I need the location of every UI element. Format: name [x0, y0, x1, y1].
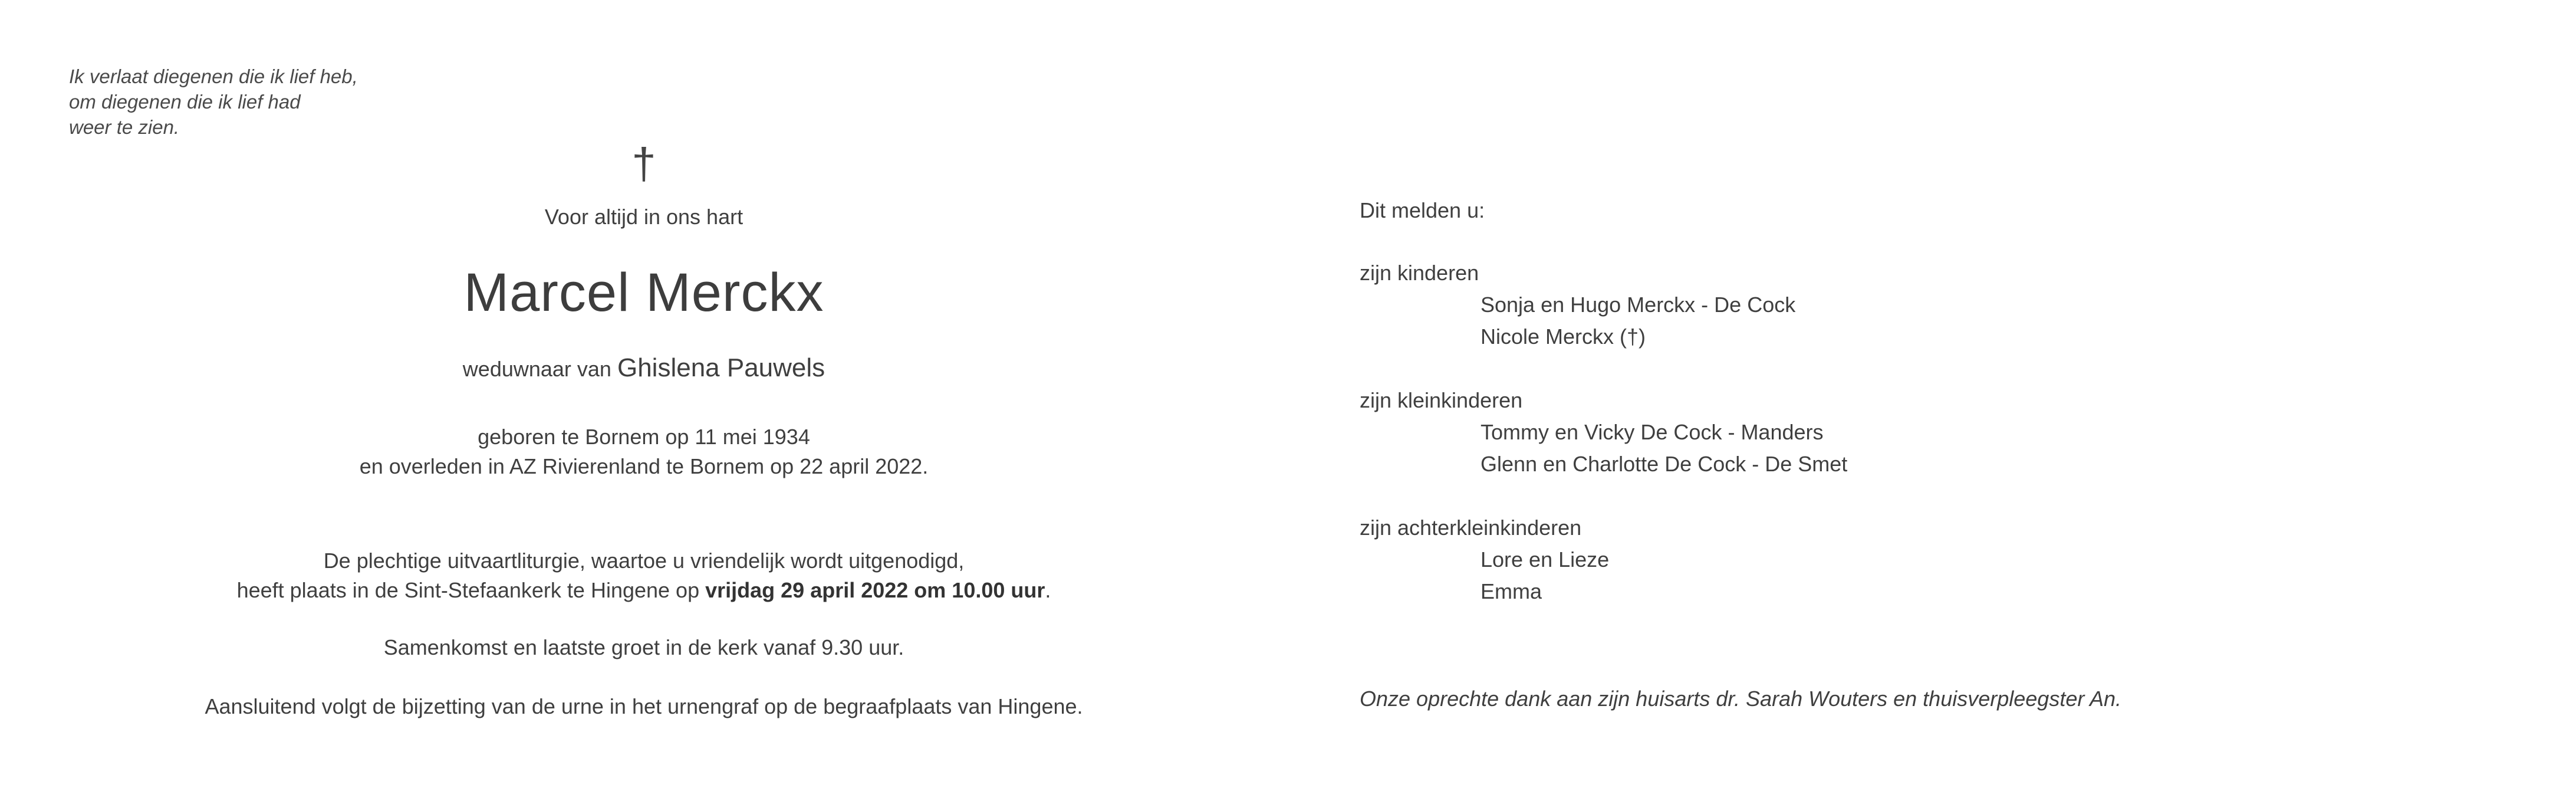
spouse-name: Ghislena Pauwels — [617, 353, 825, 382]
burial-info: Aansluitend volgt de bijzetting van de urne in het urnengraf op de begraafplaats van Hingene. — [205, 694, 1083, 718]
tagline: Voor altijd in ons hart — [544, 205, 743, 229]
family-group-label: zijn kinderen — [1360, 261, 1479, 285]
poem-line: weer te zien. — [69, 116, 180, 138]
ceremony-line-1: De plechtige uitvaartliturgie, waartoe u vriendelijk wordt uitgenodigd, — [323, 549, 965, 573]
widow-prefix: weduwnaar van — [462, 357, 611, 381]
family-member: Nicole Merckx (†) — [1481, 324, 1646, 349]
family-member: Lore en Lieze — [1481, 547, 1610, 572]
poem-line: om diegenen die ik lief had — [69, 91, 301, 113]
family-group-label: zijn achterkleinkinderen — [1360, 516, 1582, 540]
gathering-info: Samenkomst en laatste groet in de kerk vanaf 9.30 uur. — [383, 635, 904, 659]
birth-line: geboren te Bornem op 11 mei 1934 — [478, 425, 810, 449]
family-member: Tommy en Vicky De Cock - Manders — [1481, 420, 1824, 444]
ceremony-info — [0, 546, 1288, 605]
family-group-great-grandchildren — [1360, 512, 1609, 608]
family-group-grandchildren — [1360, 385, 1847, 480]
birth-death-info — [0, 422, 1288, 481]
opening-poem — [69, 64, 358, 140]
cross-icon: † — [631, 139, 656, 188]
family-member: Sonja en Hugo Merckx - De Cock — [1481, 293, 1796, 317]
family-group-children — [1360, 257, 1795, 353]
deceased-name: Marcel Merckx — [463, 262, 824, 323]
widow-line — [0, 353, 1288, 385]
family-intro: Dit melden u: — [1360, 198, 1485, 222]
family-member: Emma — [1481, 579, 1542, 603]
thanks-note: Onze oprechte dank aan zijn huisarts dr. Sarah Wouters en thuisverpleegster An. — [1360, 687, 2122, 711]
family-member: Glenn en Charlotte De Cock - De Smet — [1481, 452, 1848, 476]
death-line: en overleden in AZ Rivierenland te Bornem op 22 april 2022. — [359, 454, 929, 478]
ceremony-location: heeft plaats in de Sint-Stefaankerk te Hingene op — [236, 578, 700, 602]
family-group-label: zijn kleinkinderen — [1360, 388, 1523, 412]
ceremony-period: . — [1045, 578, 1051, 602]
ceremony-datetime: vrijdag 29 april 2022 om 10.00 uur — [705, 578, 1045, 602]
poem-line: Ik verlaat diegenen die ik lief heb, — [69, 65, 358, 87]
ceremony-line-2 — [0, 576, 1288, 605]
